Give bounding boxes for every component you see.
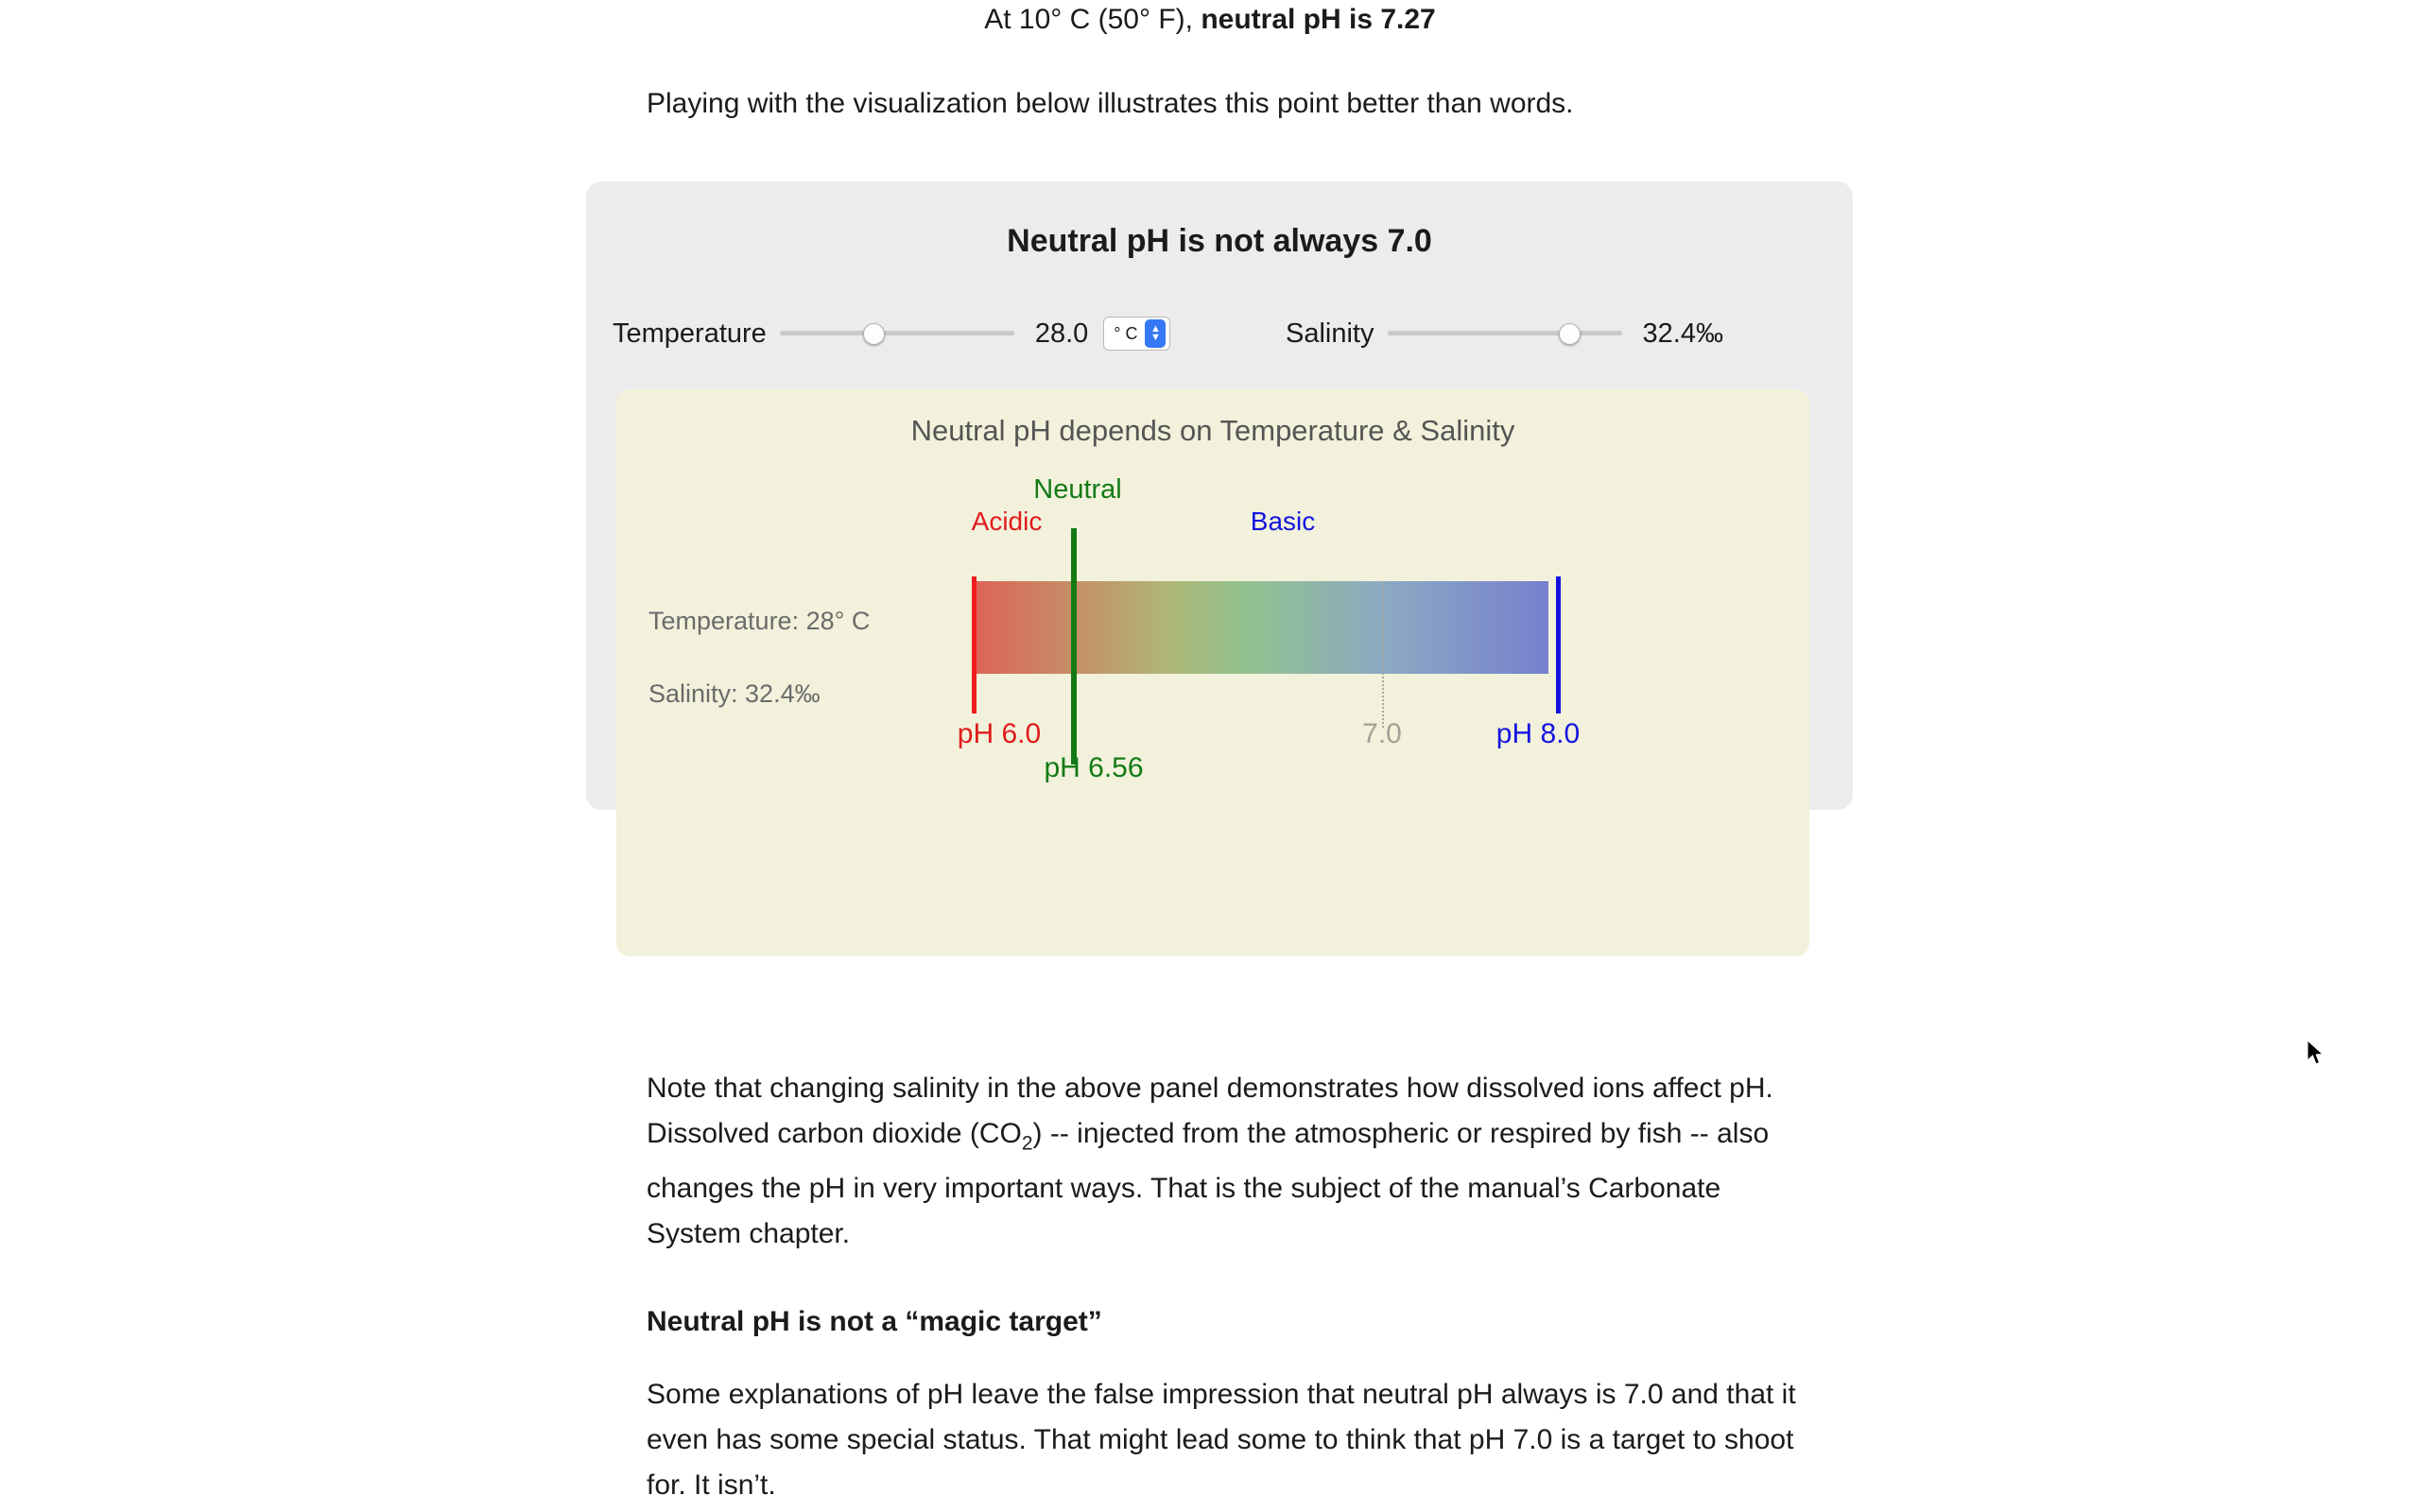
salinity-slider[interactable] xyxy=(1388,323,1622,344)
acidic-end-value: pH 6.0 xyxy=(957,718,1042,749)
chart-title: Neutral pH depends on Temperature & Salinity xyxy=(910,414,1515,447)
reference-7-value: 7.0 xyxy=(1362,718,1402,749)
chart-temperature-annotation: Temperature: 28° C xyxy=(648,607,871,635)
temperature-value: 28.0 xyxy=(1034,318,1089,349)
neutral-label: Neutral xyxy=(1033,474,1122,505)
widget-controls xyxy=(586,312,1853,355)
neutral-ph-line xyxy=(1071,528,1077,765)
acidic-label: Acidic xyxy=(971,507,1043,536)
intro-line-1 xyxy=(0,4,2420,36)
intro-paragraph-2: Playing with the visualization below illustrates this point better than words. xyxy=(647,88,1574,119)
salinity-value: 32.4‰ xyxy=(1642,318,1723,349)
ph-gradient-bar xyxy=(974,581,1548,674)
temperature-unit-value: ° C xyxy=(1114,323,1138,343)
temperature-slider[interactable] xyxy=(780,323,1014,344)
salinity-slider-knob[interactable] xyxy=(1559,323,1581,345)
reference-7-line xyxy=(1382,581,1384,728)
note-paragraph-part1: Note that changing salinity in the above panel demonstrates how dissolved ions affect pH. Dissolved carbon dioxide (CO xyxy=(647,1073,1773,1149)
salinity-slider-track xyxy=(1388,331,1622,335)
temperature-slider-knob[interactable] xyxy=(863,323,885,345)
neutral-ph-value: pH 6.56 xyxy=(1044,752,1144,783)
basic-label: Basic xyxy=(1250,507,1316,536)
acidic-end-line xyxy=(972,576,977,713)
salinity-control xyxy=(1286,312,1723,355)
note-paragraph xyxy=(647,1066,1800,1257)
chart-salinity-annotation: Salinity: 32.4‰ xyxy=(648,679,821,708)
temperature-control xyxy=(613,312,1170,355)
chevron-updown-icon[interactable]: ▲ ▼ xyxy=(1145,319,1166,348)
basic-end-line xyxy=(1556,576,1561,713)
ph-chart-panel xyxy=(616,389,1809,956)
intro-line-1-bold: neutral pH is 7.27 xyxy=(1201,4,1436,35)
closing-paragraph: Some explanations of pH leave the false impression that neutral pH always is 7.0 and that it even has some special status. That might lead some to think that pH 7.0 is a target to shoot for. It isn’t. xyxy=(647,1379,1796,1501)
note-paragraph-part2: ) -- injected from the atmospheric or respired by fish -- also changes the pH in very important ways. That is the subject of the manual’s Carbonate System chapter. xyxy=(647,1118,1770,1250)
co2-subscript: 2 xyxy=(1021,1132,1033,1155)
widget-title: Neutral pH is not always 7.0 xyxy=(1007,223,1432,259)
section-heading: Neutral pH is not a “magic target” xyxy=(647,1306,1102,1337)
mouse-cursor-icon xyxy=(2307,1040,2327,1068)
intro-line-1-prefix: At 10° C (50° F), xyxy=(984,4,1201,35)
temperature-slider-track xyxy=(780,331,1014,335)
temperature-unit-select[interactable] xyxy=(1103,317,1170,351)
basic-end-value: pH 8.0 xyxy=(1495,718,1581,749)
temperature-label: Temperature xyxy=(613,318,767,349)
salinity-label: Salinity xyxy=(1286,318,1374,349)
